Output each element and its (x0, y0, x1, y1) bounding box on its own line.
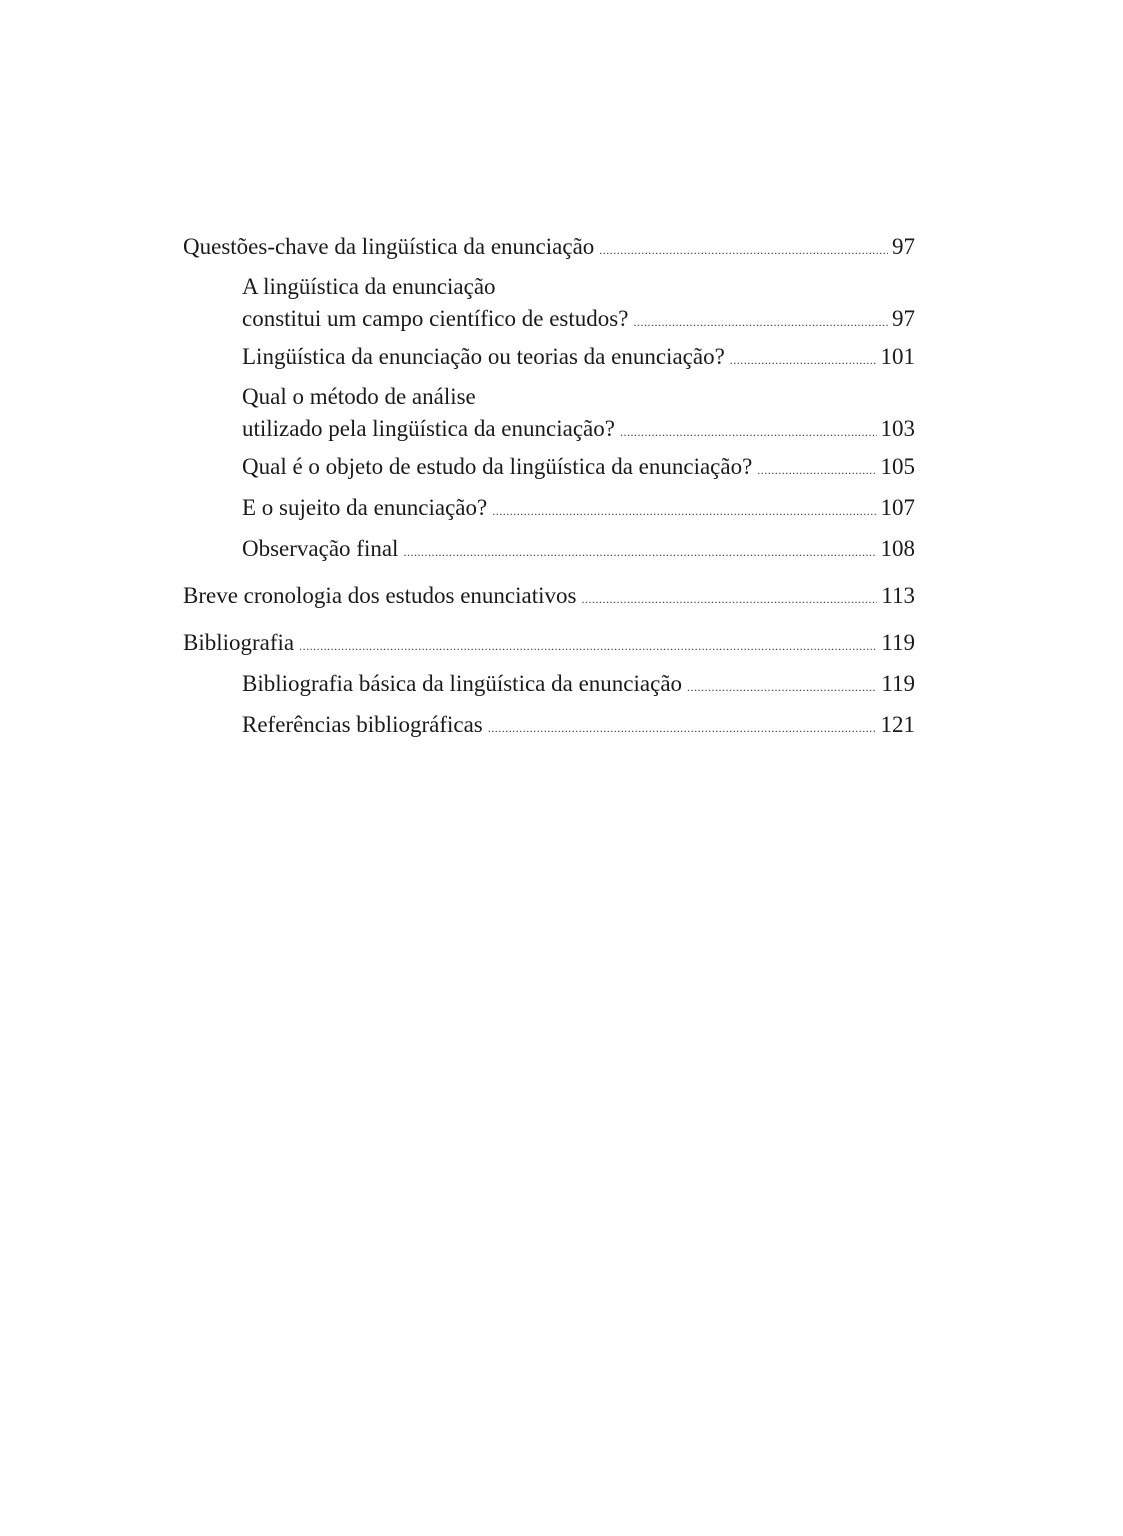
toc-entry-title-line2: constitui um campo científico de estudos? (242, 306, 629, 331)
dot-leader (599, 232, 888, 269)
toc-entry-campo-cientifico[interactable] (183, 269, 915, 338)
toc-entry-page: 108 (880, 536, 915, 561)
toc-entry-title: E o sujeito da enunciação? (242, 495, 488, 520)
toc-entry-sujeito-enunciacao[interactable] (183, 489, 915, 530)
toc-entry-title: Observação final (242, 536, 399, 561)
dot-leader (633, 306, 888, 338)
toc-entry-observacao-final[interactable] (183, 530, 915, 571)
toc-entry-line2 (242, 303, 915, 338)
table-of-contents (183, 228, 915, 747)
dot-leader (730, 342, 877, 379)
toc-entry-title: Qual é o objeto de estudo da lingüística da enunciação? (242, 454, 753, 479)
toc-entry-page: 97 (892, 306, 915, 331)
toc-entry-title: Questões-chave da lingüística da enunciação (183, 234, 595, 259)
toc-entry-page: 97 (892, 234, 915, 259)
toc-entry-objeto-estudo[interactable] (183, 448, 915, 489)
toc-entry-page: 107 (880, 495, 915, 520)
toc-entry-page: 101 (880, 344, 915, 369)
dot-leader (581, 581, 877, 618)
dot-leader (687, 669, 877, 706)
toc-entry-page: 119 (881, 630, 915, 655)
dot-leader (492, 493, 876, 530)
toc-entry-breve-cronologia[interactable] (183, 577, 915, 618)
toc-entry-title: Lingüística da enunciação ou teorias da enunciação? (242, 344, 725, 369)
toc-entry-bibliografia[interactable] (183, 624, 915, 665)
toc-entry-title: Breve cronologia dos estudos enunciativos (183, 583, 577, 608)
toc-entry-title-line1: A lingüística da enunciação (242, 274, 496, 299)
toc-entry-metodo-analise[interactable] (183, 379, 915, 448)
dot-leader (757, 452, 876, 489)
toc-entry-line2 (242, 413, 915, 448)
toc-entry-title-line2: utilizado pela lingüística da enunciação? (242, 416, 615, 441)
toc-entry-page: 119 (881, 671, 915, 696)
toc-entry-title: Bibliografia (183, 630, 295, 655)
toc-entry-bibliografia-basica[interactable] (183, 665, 915, 706)
toc-entry-title-line1: Qual o método de análise (242, 384, 476, 409)
dot-leader (299, 628, 877, 665)
toc-entry-title: Referências bibliográficas (242, 712, 483, 737)
dot-leader (620, 416, 877, 448)
toc-entry-referencias[interactable] (183, 706, 915, 747)
dot-leader (403, 534, 876, 571)
toc-entry-page: 121 (880, 712, 915, 737)
toc-entry-page: 113 (881, 583, 915, 608)
dot-leader (488, 710, 877, 747)
toc-entry-title: Bibliografia básica da lingüística da enunciação (242, 671, 683, 696)
toc-entry-page: 105 (880, 454, 915, 479)
toc-entry-page: 103 (880, 416, 915, 441)
toc-entry-linguistica-ou-teorias[interactable] (183, 338, 915, 379)
toc-entry-questoes-chave[interactable] (183, 228, 915, 269)
